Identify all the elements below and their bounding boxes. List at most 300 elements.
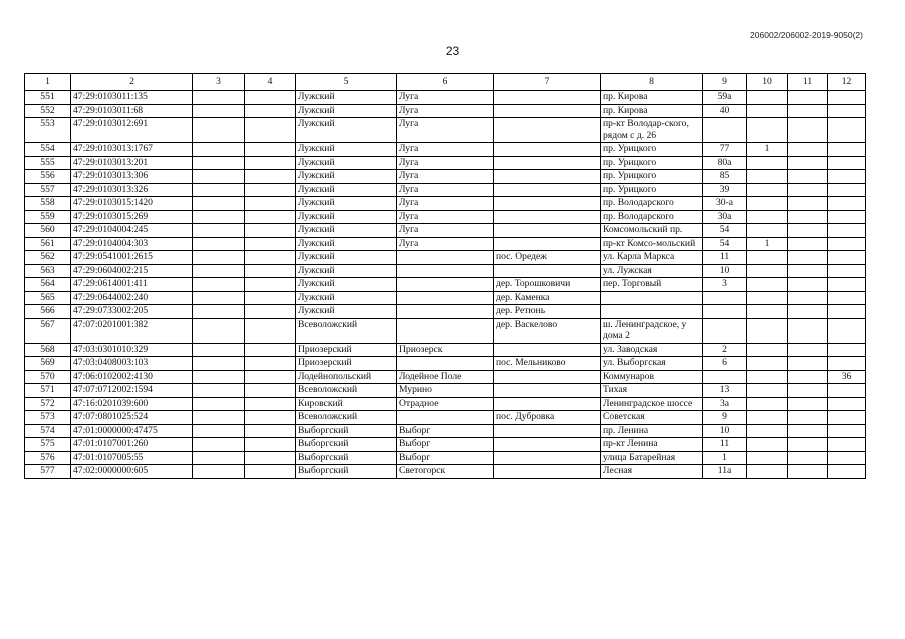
table-cell xyxy=(245,291,296,305)
table-cell xyxy=(494,465,601,479)
table-cell xyxy=(828,291,866,305)
table-cell xyxy=(494,210,601,224)
table-cell xyxy=(788,156,828,170)
table-cell xyxy=(397,251,494,265)
table-cell: 47:29:0103013:306 xyxy=(71,170,193,184)
table-cell: Луга xyxy=(397,183,494,197)
table-cell xyxy=(494,343,601,357)
column-header: 4 xyxy=(245,74,296,91)
table-cell: пр. Кирова xyxy=(601,104,703,118)
table-cell: 1 xyxy=(747,143,788,157)
table-cell xyxy=(747,251,788,265)
table-cell xyxy=(747,118,788,143)
table-cell xyxy=(245,411,296,425)
table-cell xyxy=(828,305,866,319)
table-cell: 11 xyxy=(703,438,747,452)
table-cell: 47:29:0103013:201 xyxy=(71,156,193,170)
table-cell xyxy=(494,183,601,197)
table-cell: Лужский xyxy=(296,305,397,319)
table-cell: 568 xyxy=(25,343,71,357)
table-cell: 30а xyxy=(703,210,747,224)
table-cell xyxy=(788,237,828,251)
table-cell: Всеволожский xyxy=(296,384,397,398)
table-cell xyxy=(747,305,788,319)
table-cell xyxy=(828,183,866,197)
table-cell xyxy=(747,343,788,357)
table-cell xyxy=(245,424,296,438)
table-cell: улица Батарейная xyxy=(601,451,703,465)
table-row xyxy=(25,343,866,357)
table-cell xyxy=(193,237,245,251)
table-cell: 10 xyxy=(703,424,747,438)
table-cell: пр-кт Комсо-мольский xyxy=(601,237,703,251)
table-row xyxy=(25,451,866,465)
table-cell xyxy=(397,291,494,305)
table-cell: 6 xyxy=(703,357,747,371)
column-header: 5 xyxy=(296,74,397,91)
table-cell xyxy=(601,305,703,319)
table-cell xyxy=(245,91,296,105)
table-cell: Отрадное xyxy=(397,397,494,411)
table-row xyxy=(25,370,866,384)
table-cell xyxy=(193,465,245,479)
table-cell xyxy=(193,397,245,411)
table-cell: 565 xyxy=(25,291,71,305)
table-cell: пр. Урицкого xyxy=(601,156,703,170)
table-cell: 47:29:0733002:205 xyxy=(71,305,193,319)
table-cell: Луга xyxy=(397,104,494,118)
table-cell xyxy=(245,251,296,265)
table-cell: 577 xyxy=(25,465,71,479)
registry-table xyxy=(24,73,866,479)
table-cell: пос. Оредеж xyxy=(494,251,601,265)
table-cell xyxy=(494,424,601,438)
table-row xyxy=(25,91,866,105)
table-cell: 47:29:0103013:326 xyxy=(71,183,193,197)
table-cell: Мурино xyxy=(397,384,494,398)
table-cell: 30-а xyxy=(703,197,747,211)
table-cell xyxy=(703,291,747,305)
table-row xyxy=(25,305,866,319)
column-header: 9 xyxy=(703,74,747,91)
table-cell: 11а xyxy=(703,465,747,479)
table-cell: Лужский xyxy=(296,156,397,170)
table-cell: пер. Торговый xyxy=(601,278,703,292)
table-cell xyxy=(193,264,245,278)
table-cell xyxy=(788,305,828,319)
table-cell xyxy=(397,318,494,343)
table-cell: 574 xyxy=(25,424,71,438)
table-cell xyxy=(747,104,788,118)
table-cell xyxy=(703,118,747,143)
table-cell: Выборг xyxy=(397,451,494,465)
table-row xyxy=(25,424,866,438)
table-cell xyxy=(193,91,245,105)
table-cell: 11 xyxy=(703,251,747,265)
table-row xyxy=(25,357,866,371)
table-cell xyxy=(788,370,828,384)
table-cell: Луга xyxy=(397,91,494,105)
table-cell xyxy=(747,264,788,278)
table-cell xyxy=(494,156,601,170)
table-cell xyxy=(788,318,828,343)
table-cell xyxy=(193,210,245,224)
table-cell xyxy=(601,291,703,305)
table-row xyxy=(25,118,866,143)
table-cell xyxy=(788,170,828,184)
table-cell xyxy=(193,291,245,305)
table-cell: Лужский xyxy=(296,170,397,184)
table-cell: Всеволожский xyxy=(296,411,397,425)
table-cell xyxy=(193,384,245,398)
table-row xyxy=(25,210,866,224)
table-cell xyxy=(828,384,866,398)
table-cell xyxy=(193,104,245,118)
table-cell xyxy=(245,384,296,398)
table-cell: 554 xyxy=(25,143,71,157)
table-cell: Приозерский xyxy=(296,343,397,357)
table-cell xyxy=(788,411,828,425)
table-row xyxy=(25,224,866,238)
column-header: 10 xyxy=(747,74,788,91)
table-cell: Выборгский xyxy=(296,424,397,438)
table-cell: 556 xyxy=(25,170,71,184)
table-cell: 47:01:0107001:260 xyxy=(71,438,193,452)
table-cell: Луга xyxy=(397,210,494,224)
table-cell xyxy=(494,397,601,411)
table-cell xyxy=(747,183,788,197)
table-cell: пр. Володарского xyxy=(601,210,703,224)
table-cell xyxy=(747,278,788,292)
table-cell xyxy=(828,197,866,211)
table-cell xyxy=(193,318,245,343)
table-cell xyxy=(828,156,866,170)
table-cell: 54 xyxy=(703,237,747,251)
table-cell xyxy=(494,384,601,398)
table-cell xyxy=(494,104,601,118)
table-row xyxy=(25,183,866,197)
table-cell xyxy=(193,251,245,265)
column-header: 6 xyxy=(397,74,494,91)
table-cell xyxy=(193,305,245,319)
table-cell xyxy=(747,384,788,398)
table-cell xyxy=(703,370,747,384)
table-cell xyxy=(828,210,866,224)
table-cell xyxy=(788,197,828,211)
table-header-row xyxy=(25,74,866,91)
table-cell: 567 xyxy=(25,318,71,343)
table-cell xyxy=(494,91,601,105)
table-cell xyxy=(788,397,828,411)
table-cell xyxy=(193,438,245,452)
table-cell: 47:01:0107005:55 xyxy=(71,451,193,465)
table-cell: 47:07:0201001:382 xyxy=(71,318,193,343)
table-cell: 1 xyxy=(747,237,788,251)
table-cell: Лужский xyxy=(296,143,397,157)
table-cell: пр. Кирова xyxy=(601,91,703,105)
table-cell xyxy=(245,237,296,251)
table-cell xyxy=(788,291,828,305)
table-cell: 47:07:0801025:524 xyxy=(71,411,193,425)
column-header: 12 xyxy=(828,74,866,91)
table-cell: ш. Ленинградское, у дома 2 xyxy=(601,318,703,343)
table-cell xyxy=(494,237,601,251)
table-cell: 563 xyxy=(25,264,71,278)
table-cell: 571 xyxy=(25,384,71,398)
table-cell xyxy=(245,143,296,157)
table-cell: Приозерский xyxy=(296,357,397,371)
table-cell xyxy=(828,451,866,465)
table-cell xyxy=(494,118,601,143)
table-cell xyxy=(193,156,245,170)
table-cell xyxy=(245,357,296,371)
table-cell xyxy=(747,170,788,184)
table-cell: 570 xyxy=(25,370,71,384)
table-cell xyxy=(245,224,296,238)
table-cell xyxy=(494,224,601,238)
table-cell xyxy=(245,438,296,452)
table-cell xyxy=(828,170,866,184)
table-cell xyxy=(747,318,788,343)
table-cell xyxy=(747,291,788,305)
table-cell xyxy=(828,397,866,411)
table-cell: 47:29:0103012:691 xyxy=(71,118,193,143)
table-cell xyxy=(747,91,788,105)
table-cell: Лужский xyxy=(296,183,397,197)
table-cell xyxy=(788,91,828,105)
table-cell: 47:01:0000000:47475 xyxy=(71,424,193,438)
table-cell: 47:29:0644002:240 xyxy=(71,291,193,305)
table-cell: 36 xyxy=(828,370,866,384)
table-cell: ул. Выборгская xyxy=(601,357,703,371)
column-header: 2 xyxy=(71,74,193,91)
table-cell xyxy=(193,343,245,357)
table-cell: Советская xyxy=(601,411,703,425)
table-cell xyxy=(788,451,828,465)
table-cell: Луга xyxy=(397,170,494,184)
table-cell: 47:03:0301010:329 xyxy=(71,343,193,357)
table-cell xyxy=(193,278,245,292)
table-cell xyxy=(747,224,788,238)
table-cell: дер. Ретюнь xyxy=(494,305,601,319)
table-cell: Лужский xyxy=(296,237,397,251)
table-cell: 47:03:0408003:103 xyxy=(71,357,193,371)
table-cell xyxy=(788,424,828,438)
table-cell: ул. Лужская xyxy=(601,264,703,278)
table-cell: 47:29:0103011:68 xyxy=(71,104,193,118)
table-cell xyxy=(397,411,494,425)
table-cell xyxy=(245,451,296,465)
table-cell: Светогорск xyxy=(397,465,494,479)
table-cell: Ленинградское шоссе xyxy=(601,397,703,411)
table-cell: 576 xyxy=(25,451,71,465)
table-cell xyxy=(397,305,494,319)
table-cell xyxy=(245,343,296,357)
table-cell xyxy=(828,278,866,292)
table-cell: Лужский xyxy=(296,278,397,292)
table-cell xyxy=(747,424,788,438)
table-cell: 47:29:0104004:303 xyxy=(71,237,193,251)
table-cell: 561 xyxy=(25,237,71,251)
table-cell xyxy=(494,197,601,211)
table-cell xyxy=(494,170,601,184)
table-cell: Лужский xyxy=(296,224,397,238)
table-cell: 47:16:0201039:600 xyxy=(71,397,193,411)
table-cell: 39 xyxy=(703,183,747,197)
table-cell xyxy=(193,424,245,438)
table-cell xyxy=(193,170,245,184)
table-cell: Выборгский xyxy=(296,438,397,452)
table-cell: 47:29:0103011:135 xyxy=(71,91,193,105)
table-cell: Выборгский xyxy=(296,451,397,465)
table-cell xyxy=(828,143,866,157)
table-row xyxy=(25,438,866,452)
table-cell xyxy=(245,170,296,184)
table-row xyxy=(25,397,866,411)
table-cell: пр-кт Ленина xyxy=(601,438,703,452)
table-cell xyxy=(788,384,828,398)
table-cell xyxy=(828,251,866,265)
table-cell xyxy=(788,224,828,238)
table-cell xyxy=(193,224,245,238)
table-cell: Лужский xyxy=(296,91,397,105)
table-row xyxy=(25,318,866,343)
table-cell: 562 xyxy=(25,251,71,265)
page-number: 23 xyxy=(445,44,460,58)
table-cell: дер. Каменка xyxy=(494,291,601,305)
table-cell xyxy=(245,197,296,211)
table-cell xyxy=(828,104,866,118)
table-cell xyxy=(828,118,866,143)
table-cell: Луга xyxy=(397,143,494,157)
column-header: 8 xyxy=(601,74,703,91)
table-cell: 80а xyxy=(703,156,747,170)
table-cell: 47:29:0604002:215 xyxy=(71,264,193,278)
table-cell: ул. Заводская xyxy=(601,343,703,357)
table-cell: 557 xyxy=(25,183,71,197)
table-cell xyxy=(397,357,494,371)
table-cell xyxy=(747,451,788,465)
table-cell xyxy=(747,370,788,384)
table-cell xyxy=(245,156,296,170)
table-cell xyxy=(828,91,866,105)
table-cell: пр. Урицкого xyxy=(601,170,703,184)
table-row xyxy=(25,411,866,425)
table-cell: 3а xyxy=(703,397,747,411)
table-cell: 47:29:0103015:269 xyxy=(71,210,193,224)
table-cell: Выборгский xyxy=(296,465,397,479)
table-cell xyxy=(245,210,296,224)
table-cell xyxy=(703,305,747,319)
table-cell xyxy=(193,451,245,465)
table-cell: 551 xyxy=(25,91,71,105)
table-cell: Лужский xyxy=(296,118,397,143)
table-cell xyxy=(245,118,296,143)
table-cell: Коммунаров xyxy=(601,370,703,384)
table-row xyxy=(25,237,866,251)
table-cell: Лесная xyxy=(601,465,703,479)
table-cell: дер. Васкелово xyxy=(494,318,601,343)
table-cell: Луга xyxy=(397,237,494,251)
table-cell: Луга xyxy=(397,224,494,238)
table-cell: 3 xyxy=(703,278,747,292)
table-row xyxy=(25,384,866,398)
table-cell xyxy=(193,197,245,211)
table-cell xyxy=(245,318,296,343)
table-cell: 566 xyxy=(25,305,71,319)
table-cell xyxy=(193,370,245,384)
table-row xyxy=(25,264,866,278)
table-cell: Лужский xyxy=(296,264,397,278)
table-cell xyxy=(245,305,296,319)
table-cell xyxy=(245,264,296,278)
table-cell: 47:29:0541001:2615 xyxy=(71,251,193,265)
table-cell: Выборг xyxy=(397,424,494,438)
table-cell xyxy=(193,143,245,157)
table-cell xyxy=(828,264,866,278)
table-cell xyxy=(494,451,601,465)
table-cell xyxy=(788,465,828,479)
table-cell: 47:02:0000000:605 xyxy=(71,465,193,479)
column-header: 1 xyxy=(25,74,71,91)
table-row xyxy=(25,104,866,118)
table-cell: пр. Володарского xyxy=(601,197,703,211)
table-cell xyxy=(747,397,788,411)
table-cell xyxy=(747,411,788,425)
table-cell: 47:29:0104004:245 xyxy=(71,224,193,238)
table-cell xyxy=(788,251,828,265)
table-cell: Комсомольский пр. xyxy=(601,224,703,238)
table-cell: 9 xyxy=(703,411,747,425)
table-cell xyxy=(747,210,788,224)
table-cell xyxy=(494,264,601,278)
table-cell: 47:06:0102002:4130 xyxy=(71,370,193,384)
table-cell xyxy=(828,424,866,438)
table-cell xyxy=(747,197,788,211)
table-cell: 555 xyxy=(25,156,71,170)
table-row xyxy=(25,465,866,479)
table-cell xyxy=(788,104,828,118)
table-cell: Луга xyxy=(397,118,494,143)
table-cell xyxy=(397,278,494,292)
table-cell: 553 xyxy=(25,118,71,143)
table-cell xyxy=(747,357,788,371)
table-cell: Кировский xyxy=(296,397,397,411)
table-cell: 1 xyxy=(703,451,747,465)
table-cell: ул. Карла Маркса xyxy=(601,251,703,265)
table-cell xyxy=(828,411,866,425)
table-cell xyxy=(193,118,245,143)
table-cell: 59а xyxy=(703,91,747,105)
table-cell xyxy=(828,224,866,238)
table-cell: 559 xyxy=(25,210,71,224)
table-cell: 572 xyxy=(25,397,71,411)
table-cell xyxy=(788,143,828,157)
table-cell: Лужский xyxy=(296,291,397,305)
table-cell: Лодейнопольский xyxy=(296,370,397,384)
table-cell: пр. Ленина xyxy=(601,424,703,438)
table-row xyxy=(25,251,866,265)
table-cell xyxy=(193,183,245,197)
table-cell xyxy=(397,264,494,278)
table-cell: 54 xyxy=(703,224,747,238)
table-cell xyxy=(245,183,296,197)
table-cell: 47:29:0103015:1420 xyxy=(71,197,193,211)
table-cell: 85 xyxy=(703,170,747,184)
table-cell: Всеволожский xyxy=(296,318,397,343)
table-cell xyxy=(788,343,828,357)
table-cell: дер. Торошковичи xyxy=(494,278,601,292)
